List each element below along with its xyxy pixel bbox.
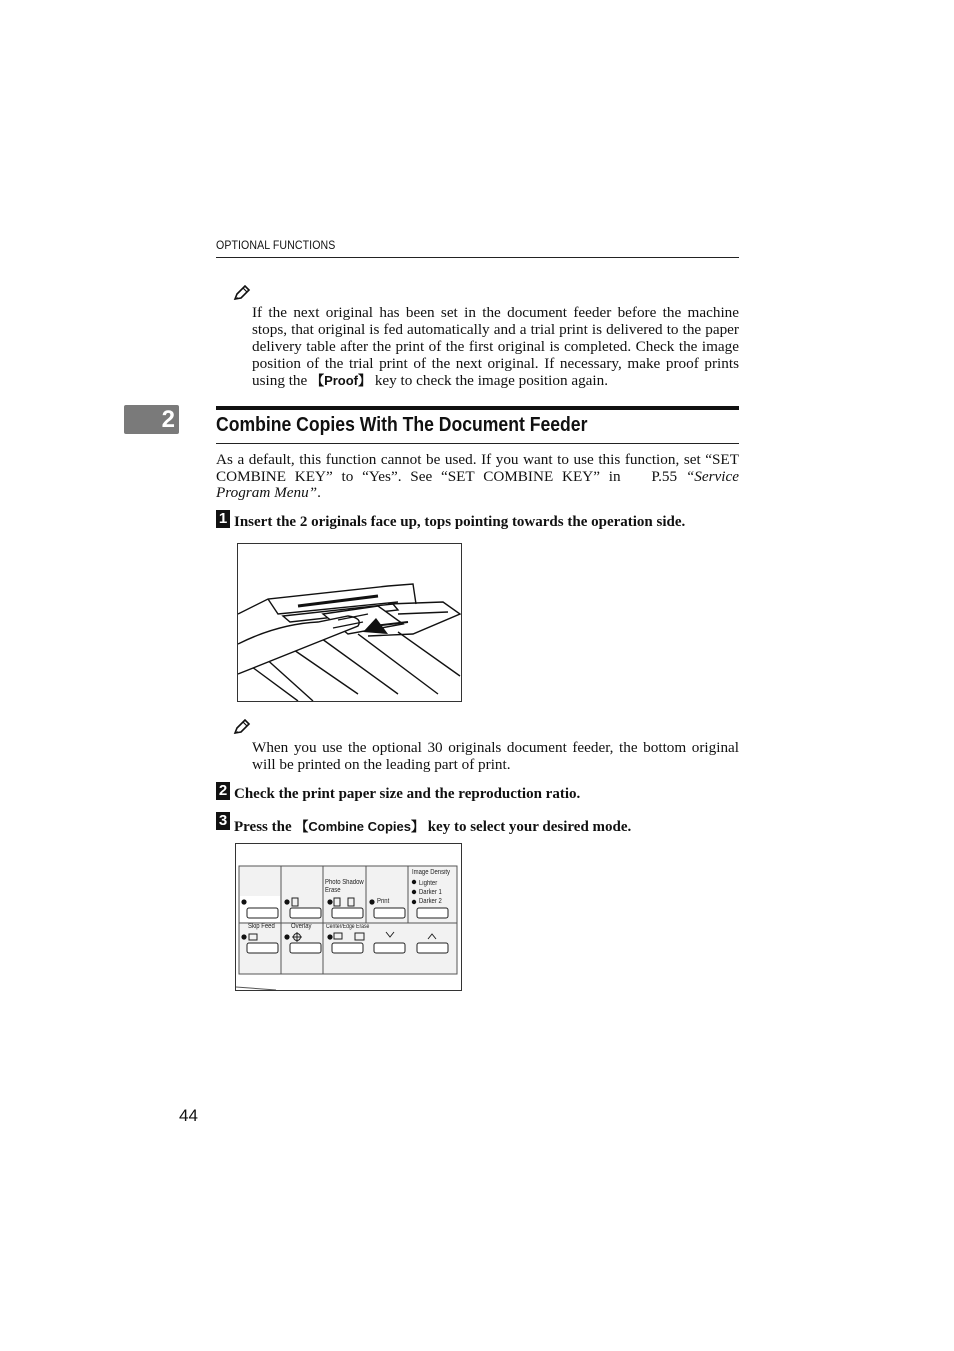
control-panel-illustration bbox=[235, 843, 462, 991]
density-levels bbox=[419, 879, 442, 906]
section-rule bbox=[216, 406, 739, 410]
running-header: OPTIONAL FUNCTIONS bbox=[216, 240, 336, 252]
proof-key-label: 【Proof】 bbox=[311, 373, 372, 388]
note-text bbox=[252, 304, 739, 389]
lighter-label: Lighter bbox=[419, 880, 438, 887]
step-text: Check the print paper size and the reproduction ratio. bbox=[234, 786, 581, 802]
darker2-label: Darker 2 bbox=[419, 898, 442, 905]
intro-text: As a default, this function cannot be used. If you want to use this function, set “SET COMBINE KEY” to “Yes”. See “SET COMBINE KEY” in bbox=[216, 451, 739, 485]
skip-feed-label: Skip Feed bbox=[248, 923, 275, 930]
step-number: 1 bbox=[216, 510, 230, 528]
center-edge-erase-label: Center/Edge Erase bbox=[326, 924, 370, 930]
combine-copies-key-label: 【Combine Copies】 bbox=[295, 819, 424, 834]
step-text bbox=[234, 816, 631, 836]
chapter-tab bbox=[124, 405, 179, 434]
step-text: Insert the 2 originals face up, tops pointing towards the operation side. bbox=[234, 514, 686, 530]
step-text-part: Press the bbox=[234, 819, 296, 835]
step-text-part: key to select your desired mode. bbox=[423, 819, 632, 835]
section-rule bbox=[216, 443, 739, 444]
page-number: 44 bbox=[179, 1106, 198, 1125]
ref-title: “Service Program Menu” bbox=[216, 467, 739, 501]
header-rule bbox=[216, 257, 739, 258]
image-density-label: Image Density bbox=[412, 869, 451, 876]
note-text: When you use the optional 30 originals document feeder, the bottom original will be printed on the leading part of print. bbox=[252, 739, 739, 773]
intro-end: . bbox=[317, 484, 321, 501]
document-feeder-illustration bbox=[237, 543, 462, 702]
ref-page: P.55 bbox=[651, 467, 678, 485]
pencil-note-icon bbox=[233, 285, 251, 301]
photo-shadow-label bbox=[325, 879, 364, 895]
section-title: Combine Copies With The Document Feeder bbox=[216, 414, 588, 436]
chapter-number: 2 bbox=[161, 406, 175, 433]
darker1-label: Darker 1 bbox=[419, 889, 442, 896]
note-text-part: key to check the image position again. bbox=[371, 372, 609, 389]
print-label: Print bbox=[377, 898, 390, 905]
erase-text: Erase bbox=[325, 887, 341, 894]
photo-shadow-text: Photo Shadow bbox=[325, 879, 364, 886]
step-number: 2 bbox=[216, 782, 230, 800]
pencil-note-icon bbox=[233, 719, 251, 735]
intro-paragraph bbox=[216, 452, 739, 502]
note-text-part: If the next original has been set in the document feeder before the machine stops, that original is fed automatically and a trial print is delivered to the paper delivery table after the print of the first original is completed. Check the image position of the trial print of the next original. If necessary, make proof prints using the bbox=[252, 304, 739, 389]
step-number: 3 bbox=[216, 812, 230, 830]
overlay-label: Overlay bbox=[291, 923, 312, 930]
